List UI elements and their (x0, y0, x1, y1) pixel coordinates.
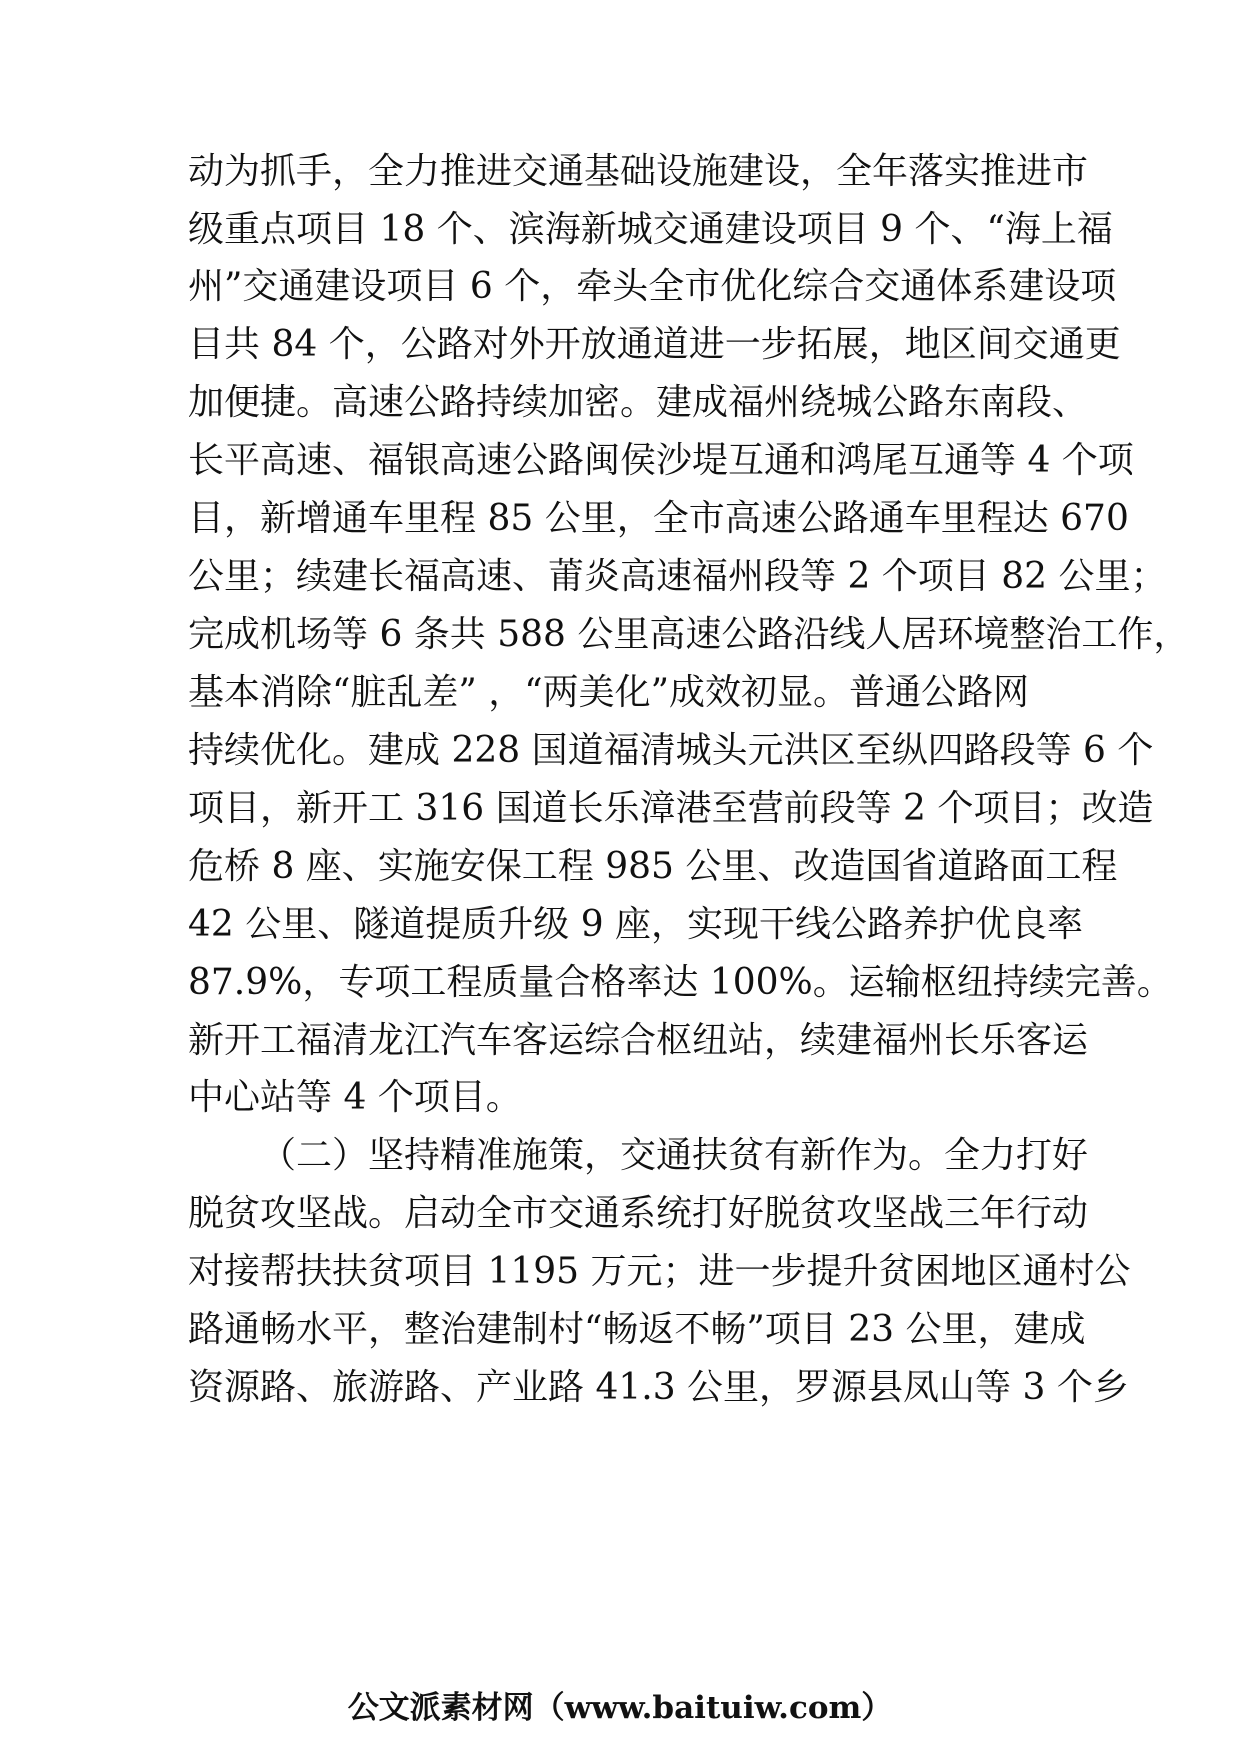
body-text-line: 基本消除“脏乱差” ，“两美化”成效初显。普通公路网 (188, 672, 1030, 713)
body-text-line: 中心站等 4 个项目。 (188, 1077, 522, 1118)
body-text-line: 路通畅水平，整治建制村“畅返不畅”项目 23 公里，建成 (188, 1309, 1086, 1350)
body-text-line: 87.9%，专项工程质量合格率达 100%。运输枢纽持续完善。 (188, 962, 1173, 1003)
body-text-line: 项目，新开工 316 国道长乐漳港至营前段等 2 个项目；改造 (188, 788, 1154, 829)
body-text-line: 州”交通建设项目 6 个，牵头全市优化综合交通体系建设项 (188, 266, 1117, 307)
site-footer-watermark: 公文派素材网（www.baituiw.com） (347, 1690, 893, 1726)
body-text-line: 资源路、旅游路、产业路 41.3 公里，罗源县凤山等 3 个乡 (188, 1367, 1129, 1408)
body-text-line: 危桥 8 座、实施安保工程 985 公里、改造国省道路面工程 (188, 846, 1118, 887)
body-text-line: 公里；续建长福高速、莆炎高速福州段等 2 个项目 82 公里； (188, 556, 1167, 597)
body-text-line: 新开工福清龙江汽车客运综合枢纽站，续建福州长乐客运 (188, 1020, 1089, 1061)
body-text-line: 42 公里、隧道提质升级 9 座，实现干线公路养护优良率 (188, 904, 1084, 945)
body-text-line: 长平高速、福银高速公路闽侯沙堤互通和鸿尾互通等 4 个项 (188, 440, 1134, 481)
body-text-line: 对接帮扶扶贫项目 1195 万元；进一步提升贫困地区通村公 (188, 1251, 1131, 1292)
body-text-line: 持续优化。建成 228 国道福清城头元洪区至纵四路段等 6 个 (188, 730, 1154, 771)
section-heading-line: （二）坚持精准施策，交通扶贫有新作为。全力打好 (260, 1135, 1089, 1176)
body-text-line: 脱贫攻坚战。启动全市交通系统打好脱贫攻坚战三年行动 (188, 1193, 1089, 1234)
body-text-line: 加便捷。高速公路持续加密。建成福州绕城公路东南段、 (188, 382, 1089, 423)
body-text-line: 目共 84 个，公路对外开放通道进一步拓展，地区间交通更 (188, 324, 1121, 365)
body-text-line: 级重点项目 18 个、滨海新城交通建设项目 9 个、“海上福 (188, 209, 1113, 250)
body-text-line: 目，新增通车里程 85 公里，全市高速公路通车里程达 670 (188, 498, 1129, 539)
body-text-line: 动为抓手，全力推进交通基础设施建设，全年落实推进市 (188, 151, 1089, 192)
body-text-line: 完成机场等 6 条共 588 公里高速公路沿线人居环境整治工作， (188, 614, 1190, 655)
